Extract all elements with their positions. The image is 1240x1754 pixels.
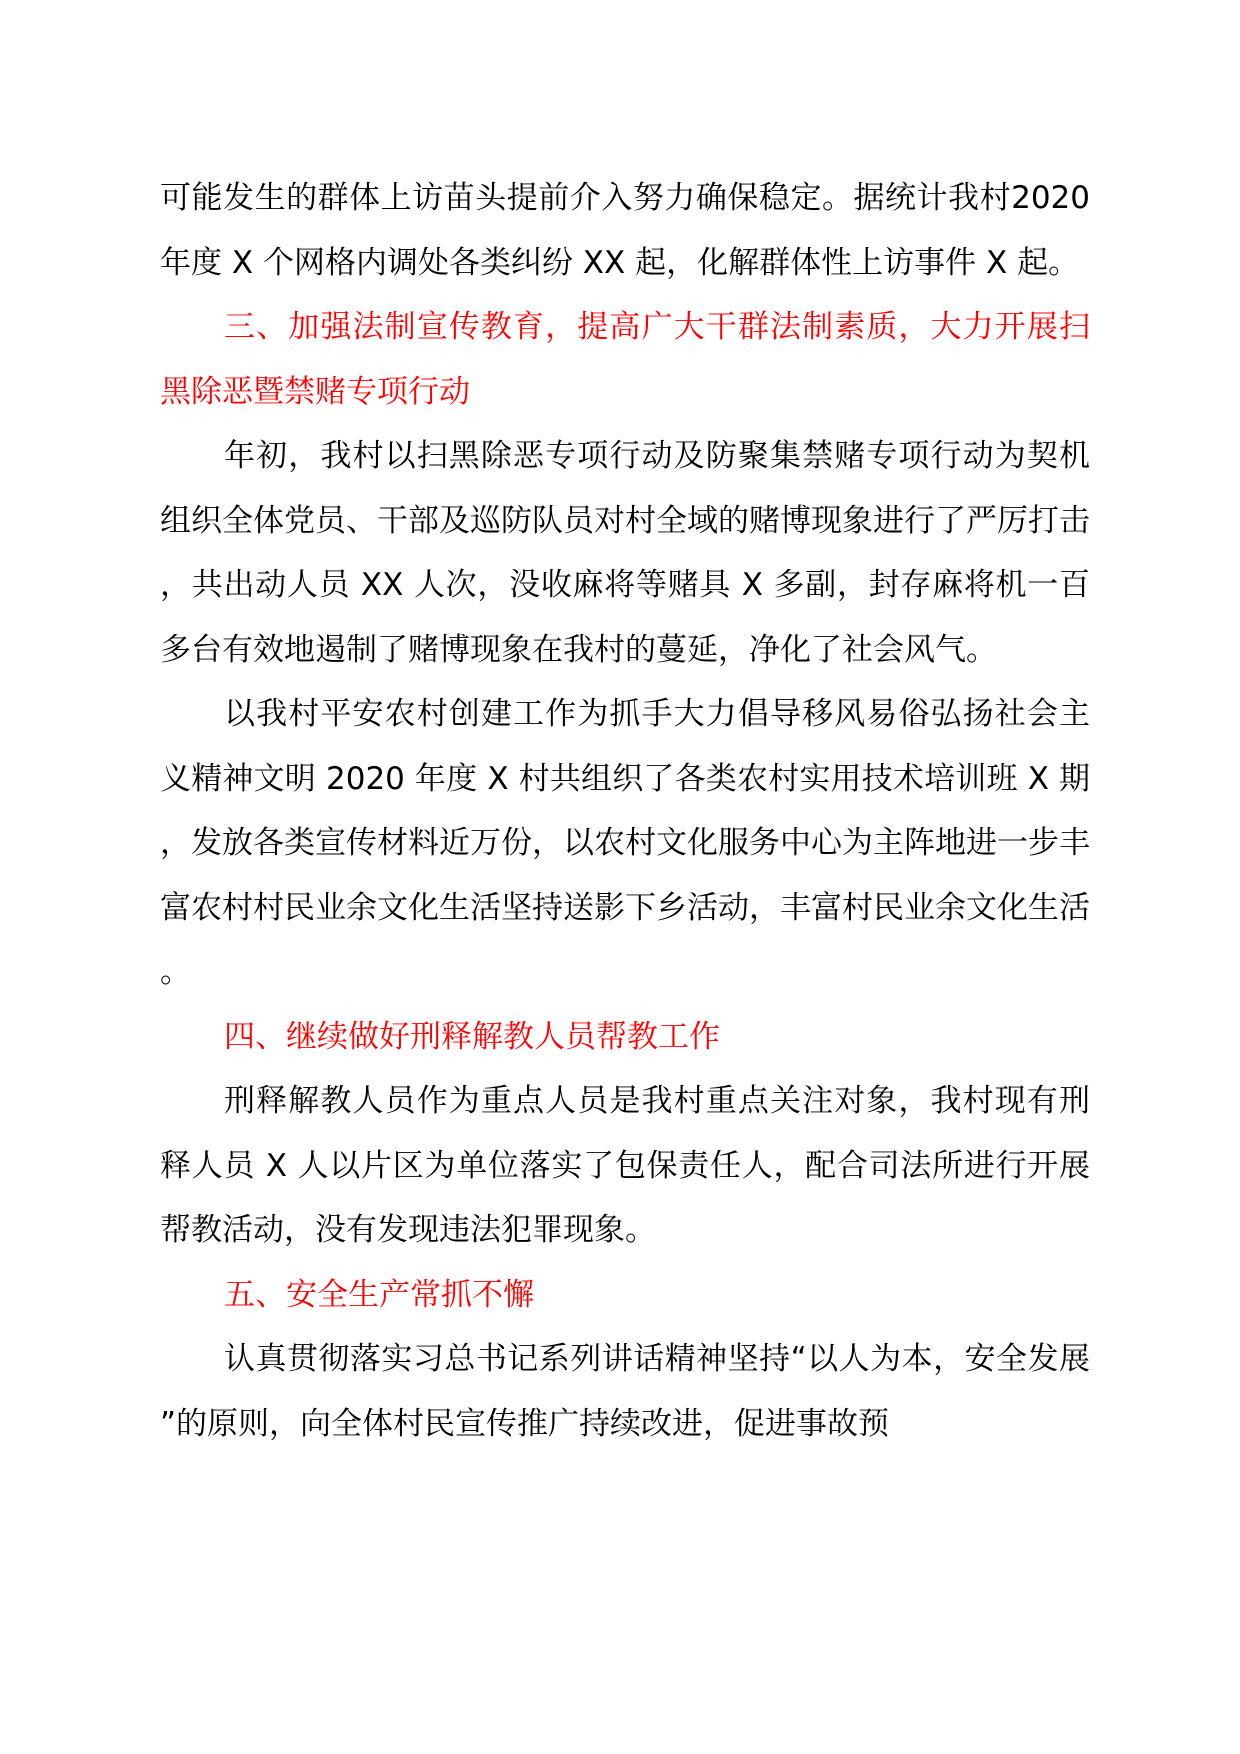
section-heading-legal-education: 三、加强法制宣传教育，提高广大干群法制素质，大力开展扫黑除恶暨禁赌专项行动	[160, 309, 1090, 410]
paragraph-civilization-activities: 以我村平安农村创建工作为抓手大力倡导移风易俗弘扬社会主义精神文明 2020 年度 X 村共组织了各类农村实用技术培训班 X 期，发放各类宣传材料近万份，以农村文化服务中心为主阵地进一步丰富农村村民业余文化生活坚持送影下乡活动，丰富村民业余文化生活。	[160, 696, 1090, 990]
document-body	[160, 166, 1090, 1456]
paragraph-safety-production: 认真贯彻落实习总书记系列讲话精神坚持“以人为本，安全发展”的原则，向全体村民宣传推广持续改进，促进事故预	[160, 1341, 1090, 1442]
paragraph-anti-gambling: 年初，我村以扫黑除恶专项行动及防聚集禁赌专项行动为契机组织全体党员、干部及巡防队员对村全域的赌博现象进行了严厉打击，共出动人员 XX 人次，没收麻将等赌具 X 多副，封存麻将机一百多台有效地遏制了赌博现象在我村的蔓延，净化了社会风气。	[160, 438, 1090, 668]
paragraph-rehabilitation: 刑释解教人员作为重点人员是我村重点关注对象，我村现有刑释人员 X 人以片区为单位落实了包保责任人，配合司法所进行开展帮教活动，没有发现违法犯罪现象。	[160, 1083, 1090, 1248]
section-heading-rehabilitation: 四、继续做好刑释解教人员帮教工作	[224, 1018, 720, 1055]
section-heading-safety-production: 五、安全生产常抓不懈	[224, 1276, 534, 1313]
paragraph-dispute-statistics: 可能发生的群体上访苗头提前介入努力确保稳定。据统计我村2020 年度 X 个网格内调处各类纠纷 XX 起，化解群体性上访事件 X 起。	[160, 180, 1090, 281]
